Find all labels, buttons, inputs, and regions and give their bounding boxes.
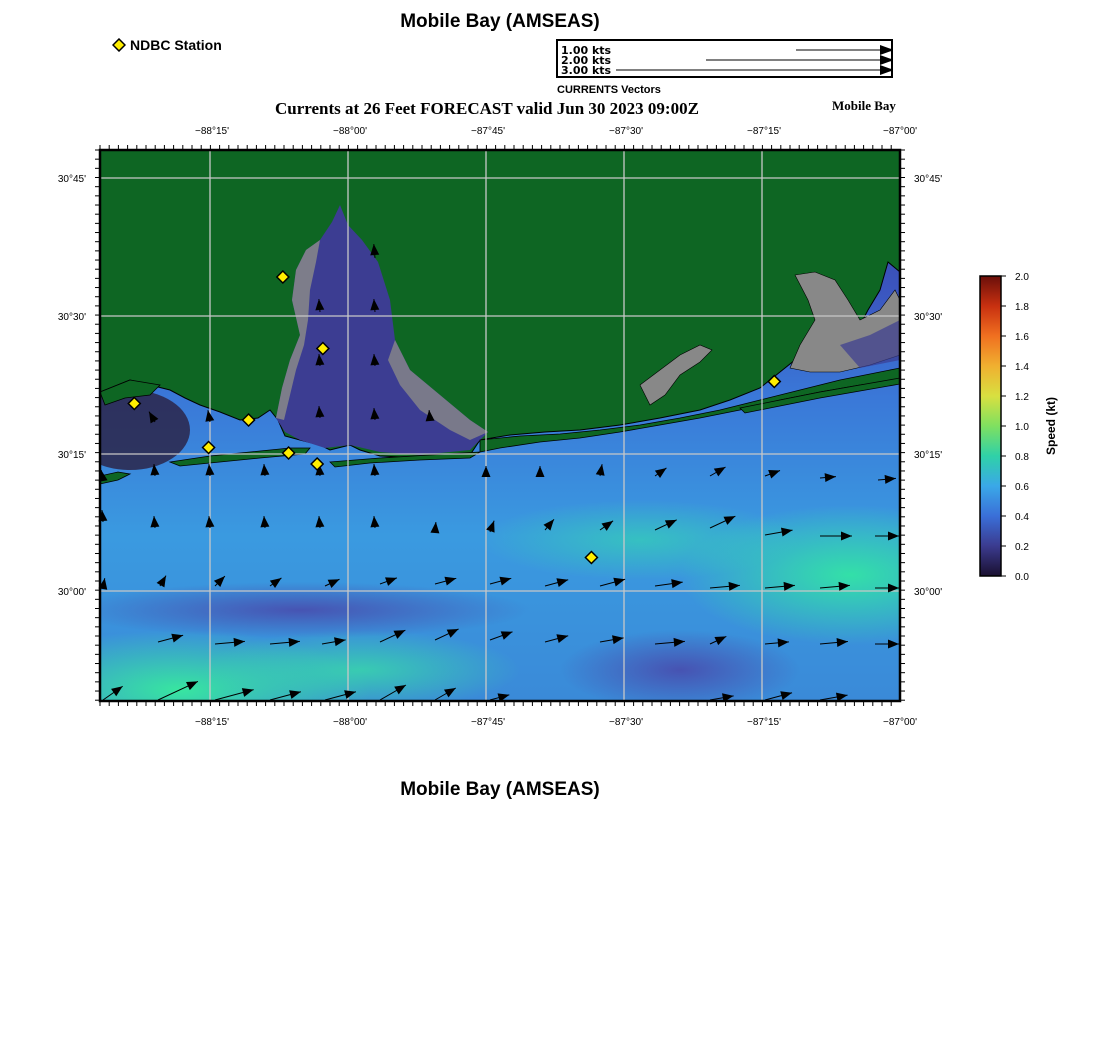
fast-current-zone bbox=[480, 500, 800, 580]
lon-label: −87°30' bbox=[609, 126, 643, 137]
lat-label: 30°30' bbox=[914, 312, 943, 323]
forecast-subtitle: Currents at 26 Feet FORECAST valid Jun 30 2023 09:00Z bbox=[275, 99, 699, 118]
lat-label: 30°45' bbox=[914, 174, 943, 185]
map-field bbox=[0, 150, 1020, 750]
lat-label: 30°45' bbox=[57, 174, 86, 185]
colorbar-tick-label: 0.6 bbox=[1015, 482, 1029, 493]
lon-label: −88°00' bbox=[333, 717, 367, 728]
lon-label: −87°45' bbox=[471, 126, 505, 137]
lon-label: −87°00' bbox=[883, 126, 917, 137]
vector-scale-label: 3.00 kts bbox=[561, 64, 612, 77]
colorbar-tick-label: 1.6 bbox=[1015, 332, 1029, 343]
colorbar-tick-label: 1.8 bbox=[1015, 302, 1029, 313]
colorbar-tick-label: 0.2 bbox=[1015, 542, 1029, 553]
lat-labels-right bbox=[914, 174, 942, 598]
colorbar-tick-label: 1.0 bbox=[1015, 422, 1029, 433]
vector-caption: CURRENTS Vectors bbox=[557, 84, 661, 96]
lon-label: −88°15' bbox=[195, 126, 229, 137]
fast-current-zone bbox=[200, 630, 520, 710]
station-legend-label: NDBC Station bbox=[130, 37, 222, 53]
colorbar-tick-label: 1.4 bbox=[1015, 362, 1029, 373]
lon-label: −88°15' bbox=[195, 717, 229, 728]
lat-labels-left bbox=[58, 174, 86, 598]
colorbar-tick-label: 2.0 bbox=[1015, 272, 1029, 283]
lat-label: 30°15' bbox=[914, 450, 943, 461]
region-label: Mobile Bay bbox=[832, 98, 896, 113]
lat-label: 30°30' bbox=[57, 312, 86, 323]
lon-label: −87°15' bbox=[747, 126, 781, 137]
lat-label: 30°15' bbox=[57, 450, 86, 461]
bottom-title: Mobile Bay (AMSEAS) bbox=[400, 779, 600, 800]
lon-labels-top bbox=[195, 126, 917, 137]
lat-label: 30°00' bbox=[57, 587, 86, 598]
colorbar-tick-label: 0.4 bbox=[1015, 512, 1029, 523]
vector-scale-label: 2.00 kts bbox=[561, 54, 612, 67]
colorbar-tick-label: 0.0 bbox=[1015, 572, 1029, 583]
colorbar-tick-label: 1.2 bbox=[1015, 392, 1029, 403]
lon-label: −87°15' bbox=[747, 717, 781, 728]
colorbar-tick-label: 0.8 bbox=[1015, 452, 1029, 463]
lon-labels-bottom bbox=[195, 717, 917, 728]
lon-label: −88°00' bbox=[333, 126, 367, 137]
lon-label: −87°30' bbox=[609, 717, 643, 728]
colorbar-title: Speed (kt) bbox=[1044, 396, 1058, 456]
page-title: Mobile Bay (AMSEAS) bbox=[400, 11, 600, 32]
lat-label: 30°00' bbox=[914, 587, 943, 598]
colorbar-gradient bbox=[980, 276, 1001, 576]
lon-label: −87°45' bbox=[471, 717, 505, 728]
speed-colorbar bbox=[980, 272, 1058, 583]
vector-scale-label: 1.00 kts bbox=[561, 44, 612, 57]
lon-label: −87°00' bbox=[883, 717, 917, 728]
